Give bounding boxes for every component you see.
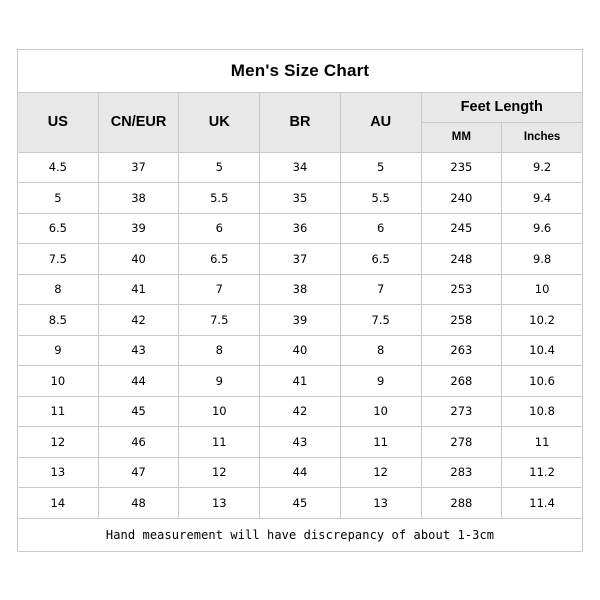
cell-us: 7.5 <box>18 244 99 275</box>
cell-cn-eur: 39 <box>98 213 179 244</box>
cell-au: 12 <box>340 457 421 488</box>
cell-inches: 11.2 <box>502 457 583 488</box>
cell-br: 39 <box>260 305 341 336</box>
table-row <box>18 152 583 183</box>
size-chart-container <box>17 49 583 552</box>
cell-mm: 263 <box>421 335 502 366</box>
cell-mm: 283 <box>421 457 502 488</box>
cell-br: 44 <box>260 457 341 488</box>
cell-au: 9 <box>340 366 421 397</box>
cell-cn-eur: 43 <box>98 335 179 366</box>
cell-uk: 8 <box>179 335 260 366</box>
cell-uk: 9 <box>179 366 260 397</box>
cell-br: 42 <box>260 396 341 427</box>
cell-au: 5 <box>340 152 421 183</box>
cell-inches: 10 <box>502 274 583 305</box>
cell-br: 35 <box>260 183 341 214</box>
cell-cn-eur: 38 <box>98 183 179 214</box>
cell-mm: 240 <box>421 183 502 214</box>
size-chart-body <box>18 49 583 551</box>
cell-us: 12 <box>18 427 99 458</box>
cell-us: 8.5 <box>18 305 99 336</box>
cell-cn-eur: 41 <box>98 274 179 305</box>
cell-mm: 273 <box>421 396 502 427</box>
cell-cn-eur: 42 <box>98 305 179 336</box>
cell-us: 4.5 <box>18 152 99 183</box>
table-row <box>18 427 583 458</box>
table-row <box>18 396 583 427</box>
cell-inches: 10.8 <box>502 396 583 427</box>
footer-row <box>18 518 583 551</box>
cell-uk: 5 <box>179 152 260 183</box>
cell-au: 13 <box>340 488 421 519</box>
column-header-us: US <box>18 92 99 152</box>
cell-au: 7 <box>340 274 421 305</box>
cell-uk: 6.5 <box>179 244 260 275</box>
cell-uk: 13 <box>179 488 260 519</box>
column-header-br: BR <box>260 92 341 152</box>
cell-mm: 288 <box>421 488 502 519</box>
table-row <box>18 244 583 275</box>
column-header-uk: UK <box>179 92 260 152</box>
cell-au: 5.5 <box>340 183 421 214</box>
cell-mm: 248 <box>421 244 502 275</box>
cell-mm: 245 <box>421 213 502 244</box>
cell-cn-eur: 47 <box>98 457 179 488</box>
title-row <box>18 49 583 92</box>
table-row <box>18 457 583 488</box>
cell-uk: 10 <box>179 396 260 427</box>
cell-br: 36 <box>260 213 341 244</box>
page-title: Men's Size Chart <box>18 49 583 92</box>
cell-au: 10 <box>340 396 421 427</box>
cell-inches: 11 <box>502 427 583 458</box>
table-row <box>18 335 583 366</box>
column-group-header-feet-length: Feet Length <box>421 92 582 122</box>
column-header-au: AU <box>340 92 421 152</box>
cell-br: 43 <box>260 427 341 458</box>
cell-cn-eur: 37 <box>98 152 179 183</box>
cell-us: 5 <box>18 183 99 214</box>
table-row <box>18 274 583 305</box>
cell-au: 11 <box>340 427 421 458</box>
cell-us: 14 <box>18 488 99 519</box>
cell-au: 7.5 <box>340 305 421 336</box>
cell-au: 6 <box>340 213 421 244</box>
cell-inches: 9.8 <box>502 244 583 275</box>
cell-mm: 268 <box>421 366 502 397</box>
cell-mm: 258 <box>421 305 502 336</box>
column-header-mm: MM <box>421 122 502 152</box>
table-row <box>18 305 583 336</box>
cell-cn-eur: 44 <box>98 366 179 397</box>
cell-br: 37 <box>260 244 341 275</box>
cell-us: 13 <box>18 457 99 488</box>
column-header-cn-eur: CN/EUR <box>98 92 179 152</box>
cell-br: 38 <box>260 274 341 305</box>
cell-inches: 9.6 <box>502 213 583 244</box>
table-row <box>18 183 583 214</box>
cell-mm: 253 <box>421 274 502 305</box>
cell-cn-eur: 48 <box>98 488 179 519</box>
cell-us: 11 <box>18 396 99 427</box>
table-row <box>18 366 583 397</box>
table-row <box>18 488 583 519</box>
cell-us: 8 <box>18 274 99 305</box>
cell-us: 10 <box>18 366 99 397</box>
cell-cn-eur: 46 <box>98 427 179 458</box>
cell-inches: 11.4 <box>502 488 583 519</box>
cell-inches: 10.2 <box>502 305 583 336</box>
cell-cn-eur: 40 <box>98 244 179 275</box>
size-chart-table <box>17 49 583 552</box>
cell-inches: 9.2 <box>502 152 583 183</box>
cell-inches: 10.6 <box>502 366 583 397</box>
cell-uk: 7 <box>179 274 260 305</box>
cell-uk: 7.5 <box>179 305 260 336</box>
cell-br: 45 <box>260 488 341 519</box>
cell-uk: 6 <box>179 213 260 244</box>
cell-br: 40 <box>260 335 341 366</box>
cell-cn-eur: 45 <box>98 396 179 427</box>
cell-uk: 12 <box>179 457 260 488</box>
column-header-inches: Inches <box>502 122 583 152</box>
cell-inches: 10.4 <box>502 335 583 366</box>
table-row <box>18 213 583 244</box>
cell-us: 6.5 <box>18 213 99 244</box>
cell-br: 34 <box>260 152 341 183</box>
measurement-note: Hand measurement will have discrepancy of about 1-3cm <box>18 518 583 551</box>
cell-us: 9 <box>18 335 99 366</box>
cell-inches: 9.4 <box>502 183 583 214</box>
cell-mm: 235 <box>421 152 502 183</box>
cell-br: 41 <box>260 366 341 397</box>
cell-mm: 278 <box>421 427 502 458</box>
cell-uk: 5.5 <box>179 183 260 214</box>
cell-uk: 11 <box>179 427 260 458</box>
header-row-primary <box>18 92 583 122</box>
cell-au: 8 <box>340 335 421 366</box>
cell-au: 6.5 <box>340 244 421 275</box>
